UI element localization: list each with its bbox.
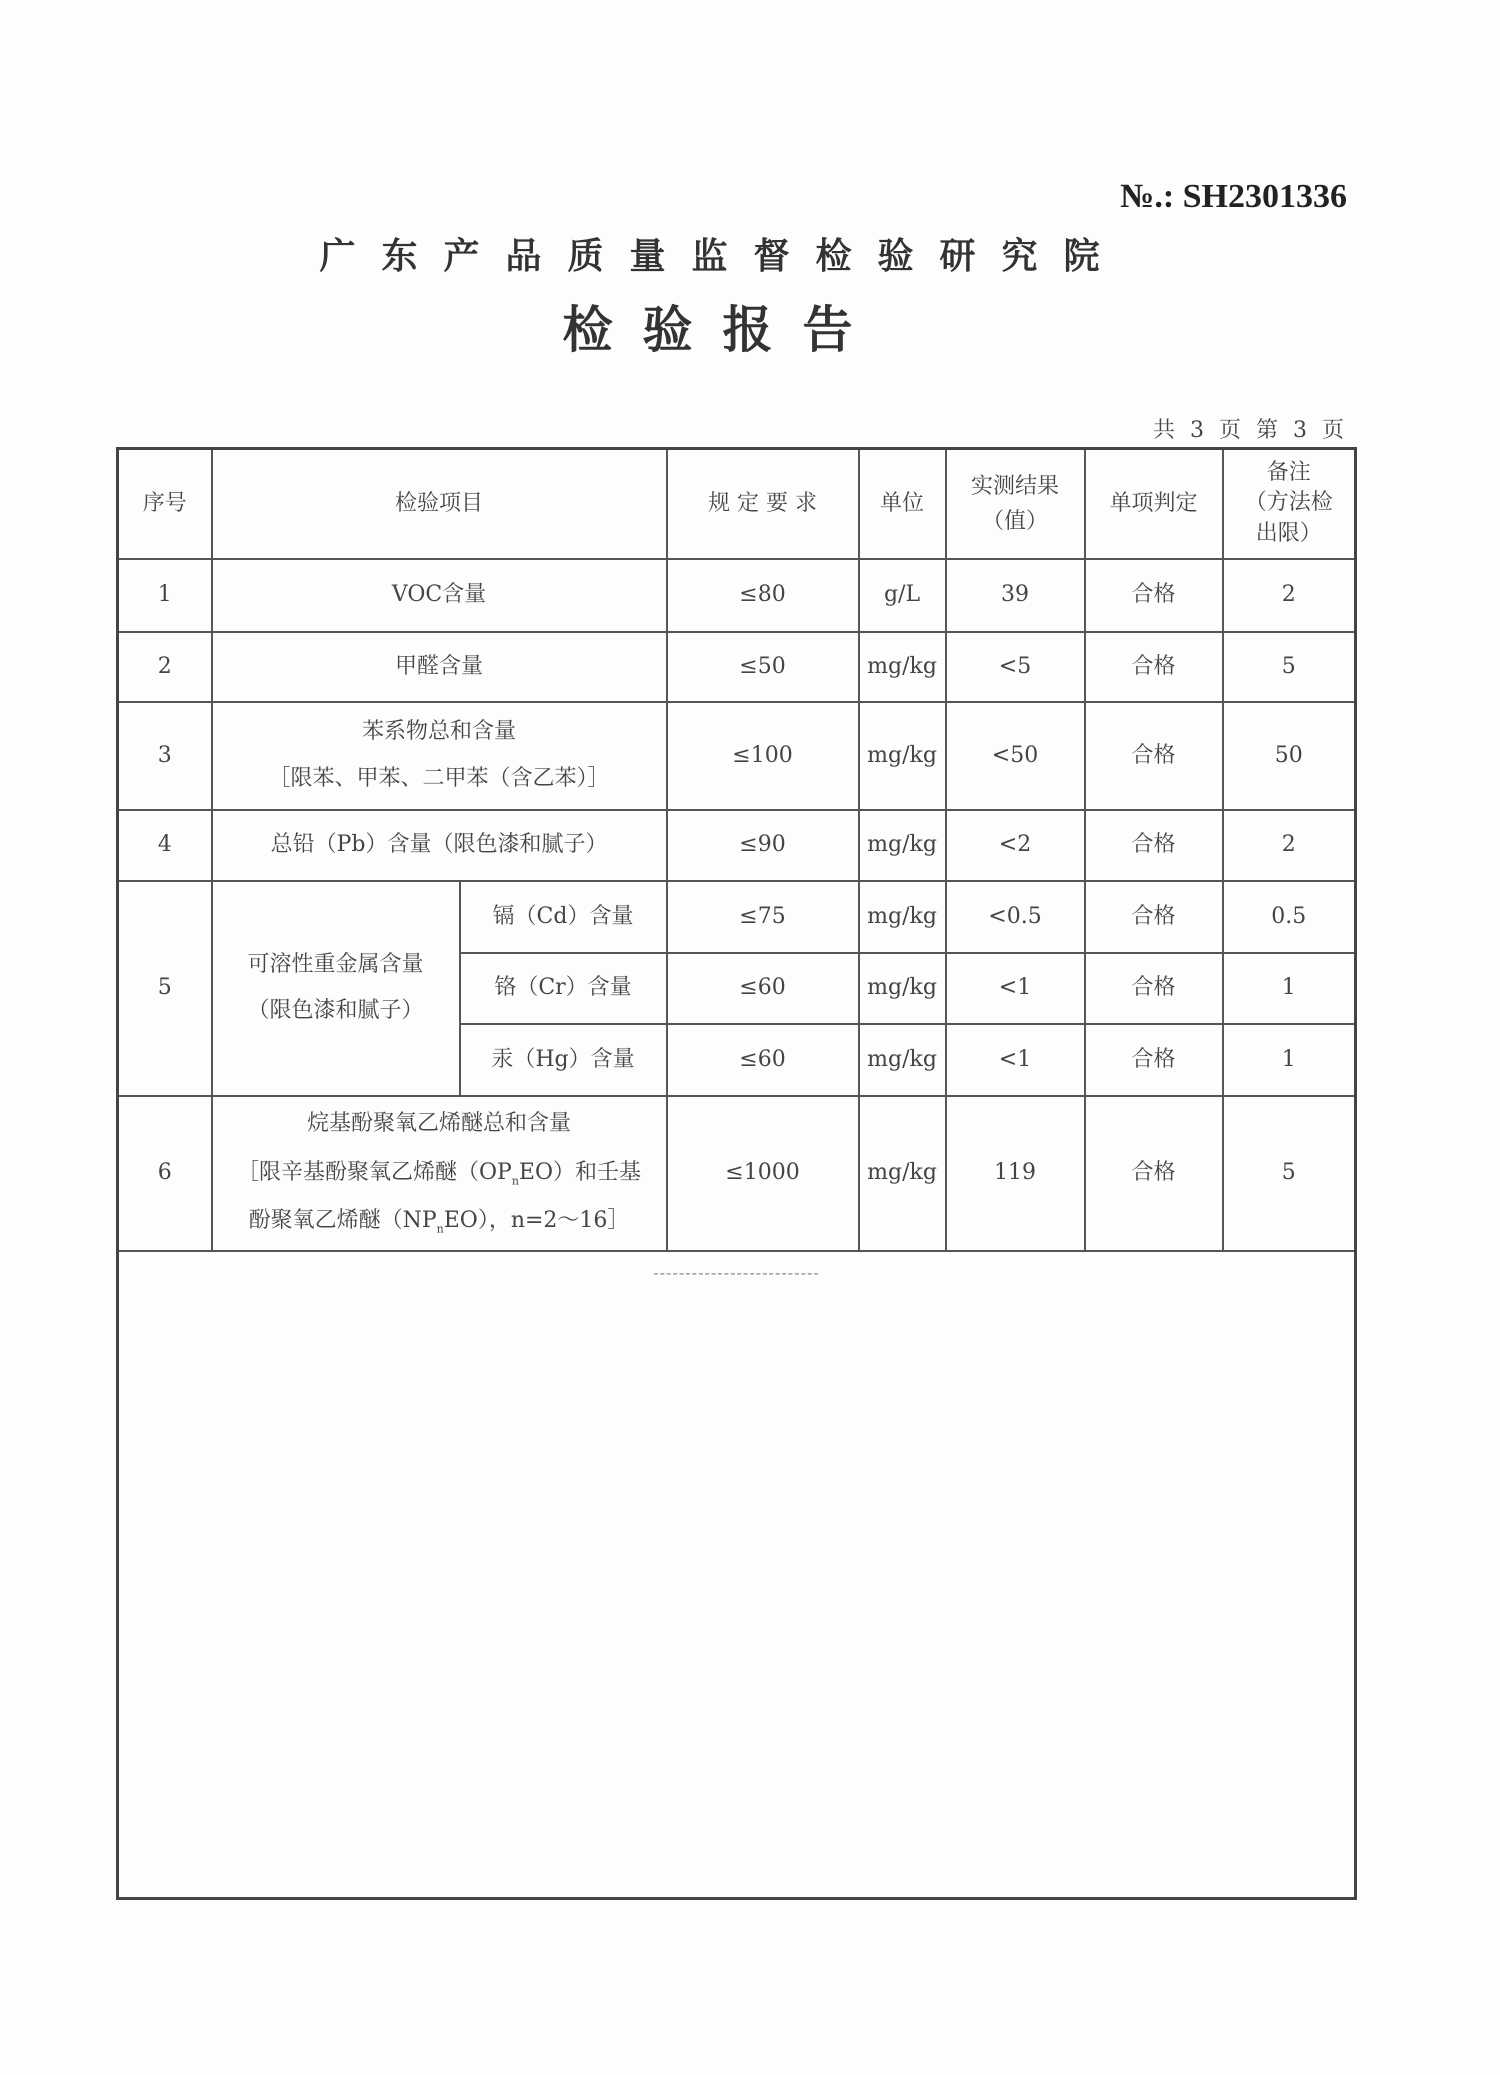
cell-seq: 6	[118, 1096, 212, 1251]
cell-item-l1: 烷基酚聚氧乙烯醚总和含量	[307, 1111, 572, 1137]
cell-seq: 4	[118, 810, 212, 881]
blank-cell	[118, 1251, 1356, 1899]
cell-remark: 50	[1223, 702, 1356, 810]
cell-judgement: 合格	[1085, 810, 1223, 881]
cell-result: 39	[946, 559, 1085, 632]
cell-unit: mg/kg	[859, 810, 946, 881]
header-judgement: 单项判定	[1085, 449, 1223, 559]
table-row	[118, 702, 1356, 810]
cell-seq: 1	[118, 559, 212, 632]
cell-result: <1	[946, 953, 1085, 1024]
header-remark-l1: 备注	[1266, 459, 1311, 485]
cell-result: <0.5	[946, 881, 1085, 953]
cell-subitem: 铬（Cr）含量	[460, 953, 667, 1024]
cell-item-l2: ［限苯、甲苯、二甲苯（含乙苯）］	[268, 765, 610, 791]
header-remark-l2: （方法检	[1244, 490, 1333, 516]
cell-remark: 1	[1223, 953, 1356, 1024]
cell-judgement: 合格	[1085, 702, 1223, 810]
text: 酚聚氧乙烯醚（NP	[248, 1208, 437, 1234]
cell-remark: 1	[1223, 1024, 1356, 1096]
cell-judgement: 合格	[1085, 881, 1223, 953]
header-item: 检验项目	[212, 449, 667, 559]
cell-remark: 2	[1223, 559, 1356, 632]
cell-result: <2	[946, 810, 1085, 881]
header-result	[946, 449, 1085, 559]
cell-item	[212, 702, 667, 810]
cell-item: 总铅（Pb）含量（限色漆和腻子）	[212, 810, 667, 881]
cell-unit: mg/kg	[859, 881, 946, 953]
header-row	[118, 449, 1356, 559]
cell-unit: mg/kg	[859, 702, 946, 810]
cell-item	[212, 1096, 667, 1251]
cell-requirement: ≤50	[667, 632, 859, 702]
table-row	[118, 1096, 1356, 1251]
cell-unit: g/L	[859, 559, 946, 632]
cell-judgement: 合格	[1085, 1096, 1223, 1251]
cell-seq: 2	[118, 632, 212, 702]
header-result-l1: 实测结果	[971, 473, 1060, 499]
page-indicator: 共 3 页 第 3 页	[1153, 418, 1348, 443]
cell-unit: mg/kg	[859, 953, 946, 1024]
header-unit: 单位	[859, 449, 946, 559]
subscript: n	[511, 1174, 519, 1188]
blank-area	[118, 1251, 1356, 1899]
group-item-l2: （限色漆和腻子）	[247, 998, 424, 1023]
cell-result: <5	[946, 632, 1085, 702]
header-remark-l3: 出限）	[1255, 521, 1322, 547]
cell-item-l1: 苯系物总和含量	[362, 719, 517, 745]
cell-requirement: ≤60	[667, 953, 859, 1024]
cell-judgement: 合格	[1085, 953, 1223, 1024]
subscript: n	[436, 1222, 444, 1236]
cell-remark: 2	[1223, 810, 1356, 881]
text: ［限辛基酚聚氧乙烯醚（OP	[236, 1159, 512, 1185]
cell-subitem: 汞（Hg）含量	[460, 1024, 667, 1096]
end-mark: --------------------------	[653, 1262, 820, 1282]
cell-result: <50	[946, 702, 1085, 810]
cell-seq: 5	[118, 881, 212, 1096]
cell-requirement: ≤100	[667, 702, 859, 810]
table-row	[118, 632, 1356, 702]
cell-remark: 5	[1223, 632, 1356, 702]
institute-name: 广东产品质量监督检验研究院	[319, 236, 1126, 277]
group-item-l1: 可溶性重金属含量	[247, 951, 424, 977]
cell-requirement: ≤90	[667, 810, 859, 881]
cell-requirement: ≤80	[667, 559, 859, 632]
cell-result: <1	[946, 1024, 1085, 1096]
cell-judgement: 合格	[1085, 1024, 1223, 1096]
cell-unit: mg/kg	[859, 1024, 946, 1096]
cell-item-l2	[217, 1149, 662, 1197]
cell-remark: 0.5	[1223, 881, 1356, 953]
table-row	[118, 810, 1356, 881]
cell-remark: 5	[1223, 1096, 1356, 1251]
table-row	[118, 881, 1356, 953]
cell-requirement: ≤75	[667, 881, 859, 953]
cell-seq: 3	[118, 702, 212, 810]
cell-unit: mg/kg	[859, 632, 946, 702]
cell-result: 119	[946, 1096, 1085, 1251]
cell-judgement: 合格	[1085, 632, 1223, 702]
inspection-table	[116, 447, 1357, 1900]
header-remark	[1223, 449, 1356, 559]
header-result-l2: （值）	[982, 508, 1049, 534]
cell-item-l3	[217, 1197, 662, 1245]
header-seq: 序号	[118, 449, 212, 559]
report-title: 检验报告	[562, 301, 883, 359]
text: EO），n=2～16］	[443, 1208, 630, 1234]
cell-requirement: ≤60	[667, 1024, 859, 1096]
text: EO）和壬基	[518, 1159, 642, 1185]
cell-subitem: 镉（Cd）含量	[460, 881, 667, 953]
report-number: №.: SH2301336	[1120, 178, 1347, 215]
cell-item: 甲醛含量	[212, 632, 667, 702]
cell-unit: mg/kg	[859, 1096, 946, 1251]
cell-item-group	[212, 881, 460, 1096]
header-requirement: 规 定 要 求	[667, 449, 859, 559]
table-row	[118, 559, 1356, 632]
cell-item: VOC含量	[212, 559, 667, 632]
cell-requirement: ≤1000	[667, 1096, 859, 1251]
cell-judgement: 合格	[1085, 559, 1223, 632]
